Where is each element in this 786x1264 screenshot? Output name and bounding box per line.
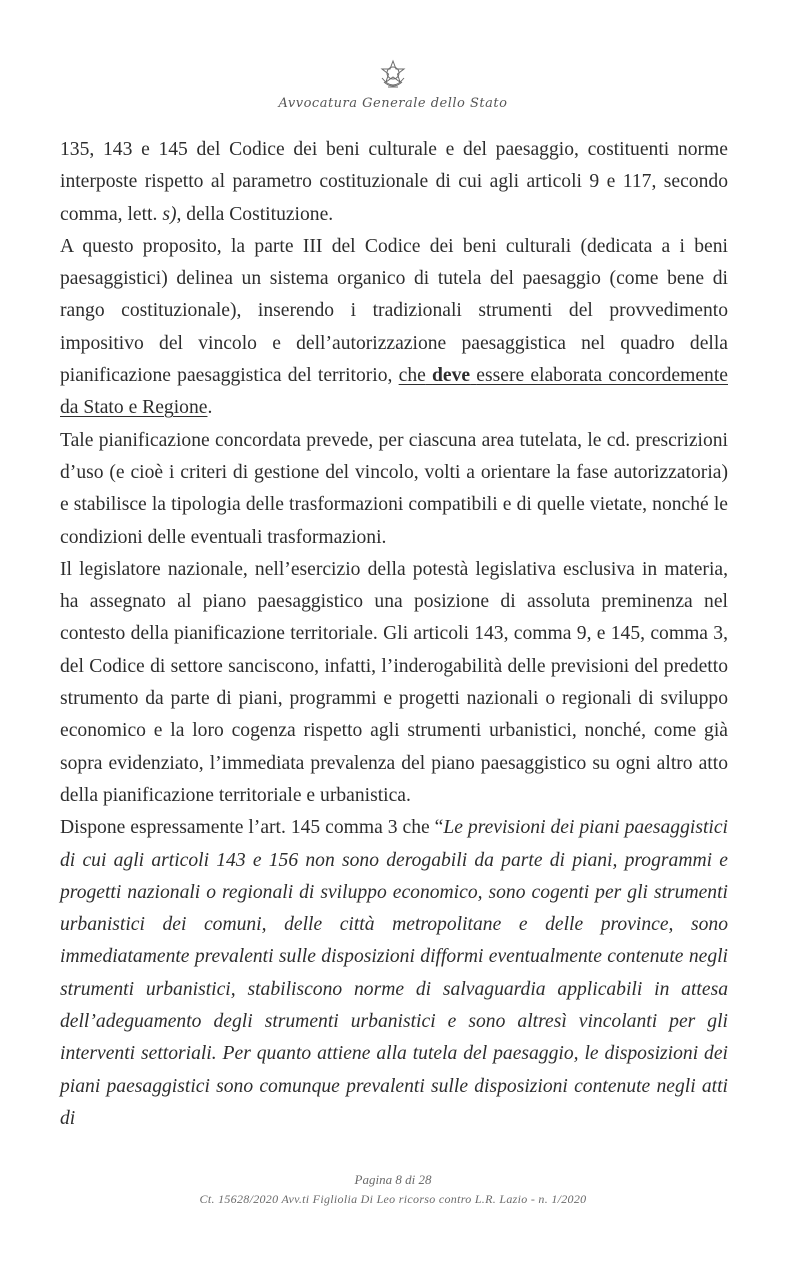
paragraph-1-tail: , della Costituzione. bbox=[176, 203, 334, 225]
case-reference: Ct. 15628/2020 Avv.ti Figliolia Di Leo ricorso contro L.R. Lazio - n. 1/2020 bbox=[199, 1192, 587, 1206]
paragraph-5 bbox=[60, 812, 728, 1135]
page-number: Pagina 8 di 28 bbox=[354, 1172, 432, 1187]
page-header bbox=[0, 58, 786, 111]
underlined-phrase: essere elaborata concordemente da Stato e Regione bbox=[60, 365, 728, 419]
paragraph-3: Tale pianificazione concordata prevede, per ciascuna area tutelata, le cd. prescrizioni d’uso (e cioè i criteri di gestione del vincolo, volti a orientare la fase autorizzatoria) e stabilisce la tipologia delle trasformazioni compatibili e di quelle vietate, nonché le condizioni delle eventuali trasformazioni. bbox=[60, 429, 728, 548]
italian-republic-emblem-icon bbox=[378, 58, 408, 92]
paragraph-1 bbox=[60, 134, 728, 231]
underlined-che: che bbox=[398, 365, 426, 387]
paragraph-5-quote: Le previsioni dei piani paesaggistici di cui agli articoli 143 e 156 non sono derogabili da parte di piani, programmi e progetti nazionali o regionali di sviluppo economico, sono cogenti per gli strumenti urbanistici dei comuni, delle città metropolitane e delle province, sono immediatamente prevalenti sulle disposizioni difformi eventualmente contenute negli strumenti urbanistici, stabiliscono norme di salvaguardia applicabili in attesa dell’adeguamento degli strumenti urbanistici e sono altresì vincolanti per gli interventi settoriali. Per quanto attiene alla tutela del paesaggio, le disposizioni dei piani paesaggistici sono comunque prevalenti sulle disposizioni contenute negli atti di bbox=[60, 817, 728, 1129]
paragraph-1-text: 135, 143 e 145 del Codice dei beni culturale e del paesaggio, costituenti norme interposte rispetto al parametro costituzionale di cui agli articoli 9 e 117, secondo comma, lett. bbox=[60, 139, 728, 225]
paragraph-2 bbox=[60, 231, 728, 425]
institution-name: Avvocatura Generale dello Stato bbox=[278, 96, 508, 111]
bold-deve: deve bbox=[432, 365, 471, 387]
document-body bbox=[60, 134, 728, 1135]
paragraph-2-end: . bbox=[207, 397, 213, 419]
paragraph-1-letter: s) bbox=[162, 203, 177, 225]
paragraph-4: Il legislatore nazionale, nell’esercizio della potestà legislativa esclusiva in materia, ha assegnato al piano paesaggistico una posizione di assoluta preminenza nel contesto della pianificazione territoriale. Gli articoli 143, comma 9, e 145, comma 3, del Codice di settore sanciscono, infatti, l’inderogabilità delle previsioni del predetto strumento da parte di piani, programmi e progetti nazionali o regionali di sviluppo economico e la loro cogenza rispetto agli strumenti urbanistici, nonché, come già sopra evidenziato, l’immediata prevalenza del piano paesaggistico su ogni altro atto della pianificazione territoriale e urbanistica. bbox=[60, 558, 728, 806]
paragraph-2-text: A questo proposito, la parte III del Codice dei beni culturali (dedicata a i beni paesaggistici) delinea un sistema organico di tutela del paesaggio (come bene di rango costituzionale), inserendo i tradizionali strumenti del provvedimento impositivo del vincolo e dell’autorizzazione paesaggistica nel quadro della pianificazione paesaggistica del territorio, bbox=[60, 235, 728, 387]
paragraph-5-lead: Dispone espressamente l’art. 145 comma 3 che “ bbox=[60, 817, 444, 839]
